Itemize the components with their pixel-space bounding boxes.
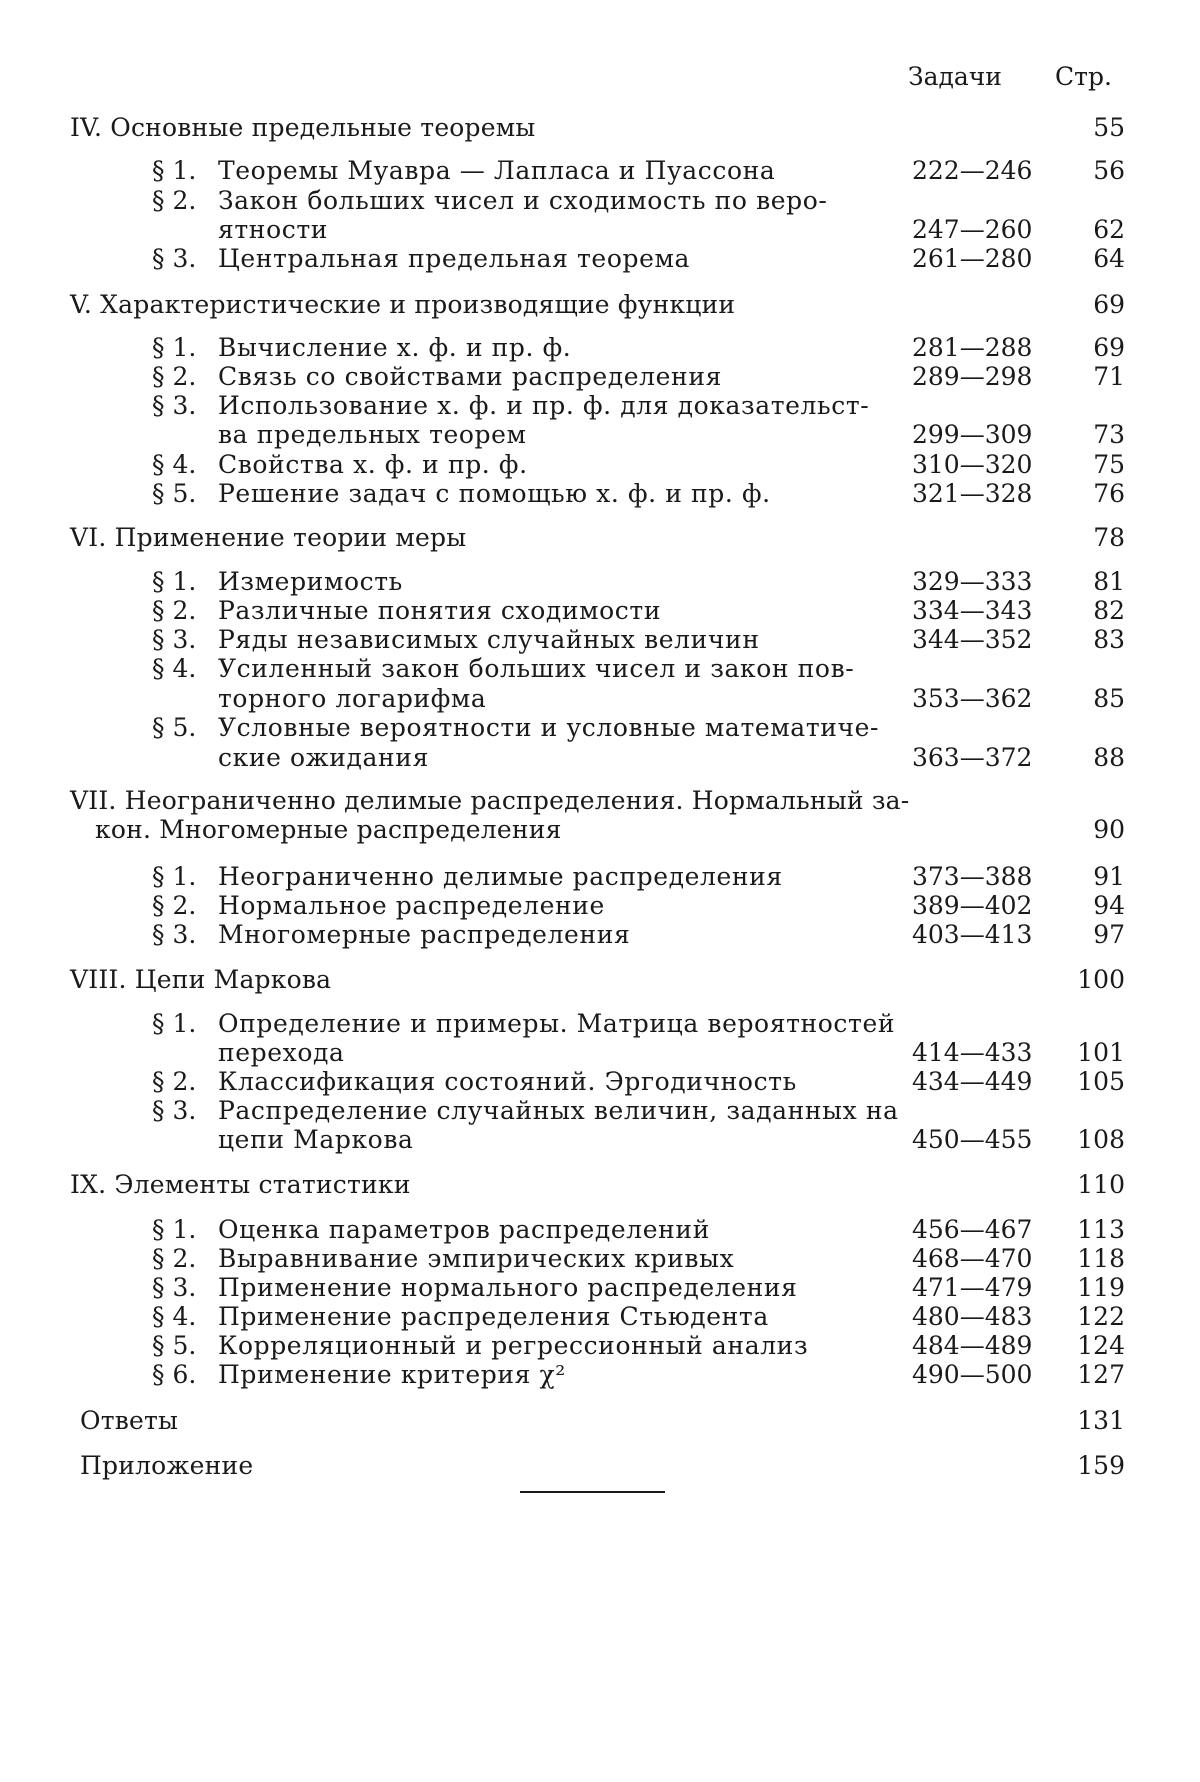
chapter-page: 55 (1093, 113, 1125, 142)
section-title: Выравнивание эмпирических кривых (218, 1244, 734, 1273)
section-page: 91 (1093, 862, 1125, 891)
section-title: Связь со свойствами распределения (218, 362, 722, 391)
section-page: 56 (1093, 156, 1125, 185)
section-title: Применение критерия χ² (218, 1360, 566, 1389)
section-tasks: 289—298 (912, 362, 1032, 391)
section-tasks: 414—433 (912, 1038, 1032, 1067)
section-tasks: 456—467 (912, 1215, 1032, 1244)
page-column-header: Стр. (1055, 62, 1112, 91)
section-title: Различные понятия сходимости (218, 596, 661, 625)
section-mark: § 2. (152, 1067, 196, 1096)
section-title: Закон больших чисел и сходимость по веро- (218, 186, 827, 215)
section-tasks: 471—479 (912, 1273, 1032, 1302)
section-mark: § 2. (152, 596, 196, 625)
section-title: Использование х. ф. и пр. ф. для доказательст- (218, 391, 869, 420)
section-title: Распределение случайных величин, заданных на (218, 1096, 899, 1125)
section-page: 75 (1093, 450, 1125, 479)
section-title: ятности (218, 215, 328, 244)
section-page: 69 (1093, 333, 1125, 362)
section-mark: § 5. (152, 713, 196, 742)
section-mark: § 4. (152, 450, 196, 479)
section-tasks: 484—489 (912, 1331, 1032, 1360)
section-mark: § 6. (152, 1360, 196, 1389)
tasks-column-header: Задачи (908, 62, 1002, 91)
section-title: Ряды независимых случайных величин (218, 625, 760, 654)
section-page: 83 (1093, 625, 1125, 654)
section-title: Многомерные распределения (218, 920, 630, 949)
section-mark: § 4. (152, 654, 196, 683)
section-tasks: 353—362 (912, 684, 1032, 713)
section-tasks: 222—246 (912, 156, 1032, 185)
chapter-title: IV. Основные предельные теоремы (70, 113, 536, 142)
section-mark: § 2. (152, 1244, 196, 1273)
chapter-title: VIII. Цепи Маркова (70, 965, 331, 994)
section-page: 62 (1093, 215, 1125, 244)
section-mark: § 1. (152, 862, 196, 891)
section-tasks: 321—328 (912, 479, 1032, 508)
section-title: Корреляционный и регрессионный анализ (218, 1331, 808, 1360)
section-tasks: 310—320 (912, 450, 1032, 479)
section-tasks: 329—333 (912, 567, 1032, 596)
section-mark: § 1. (152, 567, 196, 596)
section-title: Определение и примеры. Матрица вероятностей (218, 1009, 895, 1038)
section-page: 71 (1093, 362, 1125, 391)
section-page: 82 (1093, 596, 1125, 625)
back-matter-page: 159 (1077, 1451, 1125, 1480)
section-title: ские ожидания (218, 743, 429, 772)
section-page: 97 (1093, 920, 1125, 949)
chapter-page: 90 (1093, 815, 1125, 844)
section-title: торного логарифма (218, 684, 486, 713)
chapter-title: IX. Элементы статистики (70, 1170, 411, 1199)
section-title: Применение нормального распределения (218, 1273, 798, 1302)
section-title: Измеримость (218, 567, 403, 596)
back-matter-title: Приложение (80, 1451, 253, 1480)
section-mark: § 3. (152, 625, 196, 654)
section-tasks: 480—483 (912, 1302, 1032, 1331)
section-page: 73 (1093, 420, 1125, 449)
section-title: Классификация состояний. Эргодичность (218, 1067, 797, 1096)
section-title: Неограниченно делимые распределения (218, 862, 783, 891)
section-page: 119 (1077, 1273, 1125, 1302)
section-page: 113 (1077, 1215, 1125, 1244)
chapter-page: 100 (1077, 965, 1125, 994)
section-mark: § 2. (152, 186, 196, 215)
section-mark: § 1. (152, 1215, 196, 1244)
section-tasks: 403—413 (912, 920, 1032, 949)
section-mark: § 1. (152, 1009, 196, 1038)
section-title: Оценка параметров распределений (218, 1215, 710, 1244)
section-title: Условные вероятности и условные математиче- (218, 713, 879, 742)
section-page: 118 (1077, 1244, 1125, 1273)
section-tasks: 434—449 (912, 1067, 1032, 1096)
closing-rule (520, 1491, 665, 1493)
section-title: перехода (218, 1038, 345, 1067)
section-title: цепи Маркова (218, 1125, 414, 1154)
section-tasks: 299—309 (912, 420, 1032, 449)
chapter-page: 69 (1093, 290, 1125, 319)
back-matter-page: 131 (1077, 1406, 1125, 1435)
chapter-page: 78 (1093, 523, 1125, 552)
section-tasks: 344—352 (912, 625, 1032, 654)
section-page: 101 (1077, 1038, 1125, 1067)
section-page: 108 (1077, 1125, 1125, 1154)
toc-page (0, 0, 1200, 1782)
section-tasks: 247—260 (912, 215, 1032, 244)
section-mark: § 2. (152, 362, 196, 391)
section-mark: § 5. (152, 1331, 196, 1360)
section-title: Применение распределения Стьюдента (218, 1302, 769, 1331)
section-mark: § 1. (152, 333, 196, 362)
chapter-title: VII. Неограниченно делимые распределения. Нормальный за- (70, 786, 909, 815)
section-title: Усиленный закон больших чисел и закон пов- (218, 654, 854, 683)
section-mark: § 2. (152, 891, 196, 920)
section-title: Решение задач с помощью х. ф. и пр. ф. (218, 479, 771, 508)
section-tasks: 389—402 (912, 891, 1032, 920)
section-mark: § 3. (152, 391, 196, 420)
section-tasks: 261—280 (912, 244, 1032, 273)
section-page: 122 (1077, 1302, 1125, 1331)
section-page: 124 (1077, 1331, 1125, 1360)
section-title: Вычисление х. ф. и пр. ф. (218, 333, 571, 362)
chapter-title: V. Характеристические и производящие функции (70, 290, 735, 319)
section-mark: § 3. (152, 1273, 196, 1302)
section-mark: § 3. (152, 1096, 196, 1125)
section-tasks: 373—388 (912, 862, 1032, 891)
section-page: 76 (1093, 479, 1125, 508)
section-page: 105 (1077, 1067, 1125, 1096)
section-mark: § 4. (152, 1302, 196, 1331)
back-matter-title: Ответы (80, 1406, 178, 1435)
section-page: 85 (1093, 684, 1125, 713)
chapter-page: 110 (1077, 1170, 1125, 1199)
section-title: Нормальное распределение (218, 891, 605, 920)
section-page: 88 (1093, 743, 1125, 772)
section-page: 81 (1093, 567, 1125, 596)
section-mark: § 1. (152, 156, 196, 185)
section-tasks: 334—343 (912, 596, 1032, 625)
section-tasks: 363—372 (912, 743, 1032, 772)
section-title: Теоремы Муавра — Лапласа и Пуассона (218, 156, 775, 185)
section-mark: § 3. (152, 244, 196, 273)
chapter-title: кон. Многомерные распределения (95, 815, 562, 844)
section-page: 64 (1093, 244, 1125, 273)
section-tasks: 450—455 (912, 1125, 1032, 1154)
section-tasks: 490—500 (912, 1360, 1032, 1389)
section-title: Центральная предельная теорема (218, 244, 690, 273)
section-mark: § 3. (152, 920, 196, 949)
section-tasks: 468—470 (912, 1244, 1032, 1273)
section-mark: § 5. (152, 479, 196, 508)
chapter-title: VI. Применение теории меры (70, 523, 466, 552)
section-title: ва предельных теорем (218, 420, 527, 449)
section-title: Свойства х. ф. и пр. ф. (218, 450, 528, 479)
section-tasks: 281—288 (912, 333, 1032, 362)
section-page: 127 (1077, 1360, 1125, 1389)
section-page: 94 (1093, 891, 1125, 920)
